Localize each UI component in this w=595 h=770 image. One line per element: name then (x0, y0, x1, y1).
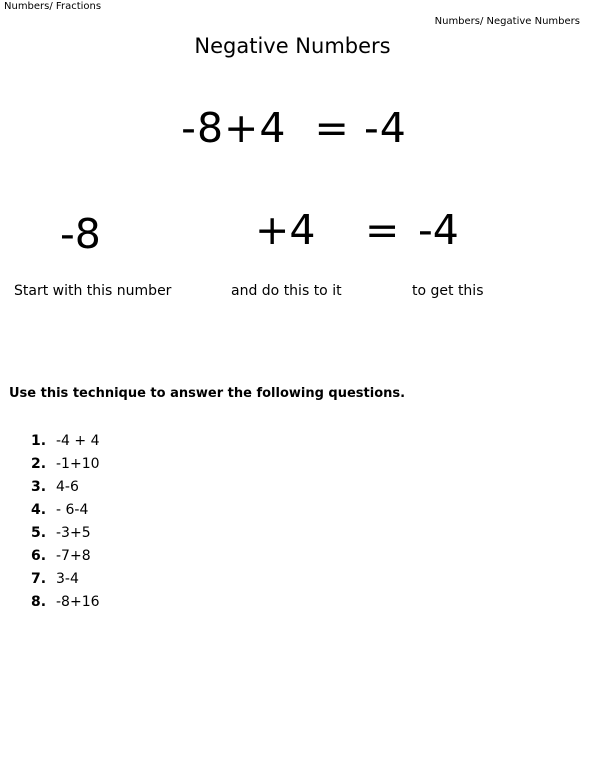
start-number: -8 (60, 210, 101, 258)
header-right: Numbers/ Negative Numbers (434, 16, 580, 27)
operation: +4 (255, 206, 316, 254)
question-item (31, 502, 100, 525)
page-title: Negative Numbers (194, 34, 391, 58)
caption-start: Start with this number (14, 283, 172, 299)
question-number: 3. (31, 479, 47, 495)
question-item (31, 433, 100, 456)
question-item (31, 456, 100, 479)
question-item (31, 525, 100, 548)
question-text: 4-6 (56, 479, 79, 495)
question-text: -7+8 (56, 548, 91, 564)
question-item (31, 548, 100, 571)
instruction-text: Use this technique to answer the following questions. (9, 386, 406, 401)
question-text: 3-4 (56, 571, 79, 587)
question-number: 8. (31, 594, 47, 610)
result-number: -4 (418, 206, 459, 254)
equals-sign: = (365, 206, 400, 254)
question-number: 7. (31, 571, 47, 587)
question-text: -4 + 4 (56, 433, 100, 449)
header-left: Numbers/ Fractions (4, 1, 102, 12)
caption-result: to get this (412, 283, 484, 299)
question-number: 1. (31, 433, 47, 449)
question-text: - 6-4 (56, 502, 89, 518)
question-number: 5. (31, 525, 47, 541)
question-text: -8+16 (56, 594, 100, 610)
caption-operation: and do this to it (231, 283, 342, 299)
question-text: -3+5 (56, 525, 91, 541)
question-number: 2. (31, 456, 47, 472)
question-list (31, 433, 100, 617)
question-text: -1+10 (56, 456, 100, 472)
question-number: 4. (31, 502, 47, 518)
main-equation: -8+4 = -4 (181, 104, 407, 152)
question-number: 6. (31, 548, 47, 564)
question-item (31, 594, 100, 617)
question-item (31, 571, 100, 594)
question-item (31, 479, 100, 502)
